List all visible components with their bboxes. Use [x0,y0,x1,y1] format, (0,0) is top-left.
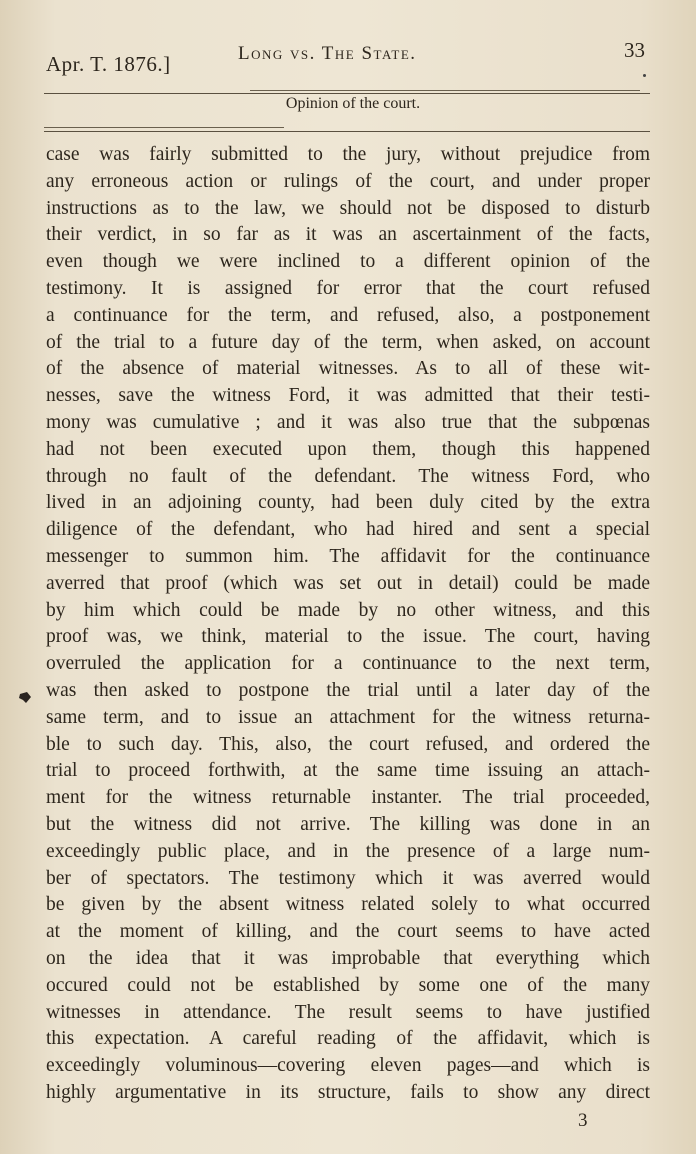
text-line-content: diligence of the defendant, who had hired and sent a special [46,519,650,541]
text-line [46,1053,650,1080]
text-line [46,249,650,276]
text-line-content: ble to such day. This, also, the court refused, and ordered the [46,733,650,755]
text-line [46,919,650,946]
text-line [46,812,650,839]
text-line-content: exceedingly voluminous—covering eleven pages—and which is [46,1055,650,1077]
text-line [46,705,650,732]
text-line [46,1080,650,1107]
text-line-content: ment for the witness returnable instanter. The trial proceeded, [46,787,650,809]
text-line-content: messenger to summon him. The affidavit for the continuance [46,545,650,567]
text-line [46,517,650,544]
text-line [46,196,650,223]
text-line [46,303,650,330]
text-line-content: this expectation. A careful reading of the affidavit, which is [46,1028,650,1050]
text-line [46,678,650,705]
text-line [46,892,650,919]
text-line [46,785,650,812]
text-line [46,1026,650,1053]
text-line-content: instructions as to the law, we should not be disposed to disturb [46,197,650,219]
header-rule-short [250,90,640,91]
text-line [46,356,650,383]
text-line-content: case was fairly submitted to the jury, without prejudice from [46,144,650,165]
text-line-content: testimony. It is assigned for error that the court refused [46,277,650,299]
text-line-content: be given by the absent witness related solely to what occurred [46,894,650,916]
text-line-content: nesses, save the witness Ford, it was admitted that their testi- [46,385,650,407]
text-line-content: had not been executed upon them, though this happened [46,438,650,460]
text-line [46,222,650,249]
text-line [46,598,650,625]
text-line-content: exceedingly public place, and in the presence of a large num- [46,840,650,862]
text-line-content: of the absence of material witnesses. As to all of these wit- [46,358,650,380]
text-line [46,142,650,169]
text-line-content: mony was cumulative ; and it was also true that the subpœnas [46,411,650,433]
text-line-content: on the idea that it was improbable that everything which [46,947,650,969]
text-line [46,410,650,437]
subhead-rule [44,131,650,132]
text-line [46,973,650,1000]
text-line-content: ber of spectators. The testimony which it was averred would [46,867,650,889]
case-title: Long vs. The State. [238,43,417,64]
term-date: Apr. T. 1876.] [46,52,171,76]
text-line [46,839,650,866]
subhead-rule-short [44,127,284,128]
text-line [46,437,650,464]
text-line [46,624,650,651]
text-line-content: averred that proof (which was set out in detail) could be made [46,572,650,594]
text-line-content: proof was, we think, material to the issue. The court, having [46,626,650,648]
header-rule [44,93,650,94]
text-line-content: same term, and to issue an attachment for the witness returna- [46,706,650,728]
text-line-content: their verdict, in so far as it was an ascertainment of the facts, [46,224,650,246]
text-line-content: trial to proceed forthwith, at the same time issuing an attach- [46,760,650,782]
text-line [46,758,650,785]
text-line-content: was then asked to postpone the trial until a later day of the [46,679,650,701]
text-line-content: witnesses in attendance. The result seems to have justified [46,1001,650,1023]
ink-blot-icon [18,690,32,704]
text-line [46,330,650,357]
text-line [46,1000,650,1027]
body-text [46,142,650,1107]
text-line [46,571,650,598]
text-line [46,490,650,517]
text-line-content: through no fault of the defendant. The witness Ford, who [46,465,650,487]
text-line-content: but the witness did not arrive. The killing was done in an [46,813,650,835]
text-line [46,169,650,196]
text-line-content: by him which could be made by no other witness, and this [46,599,650,621]
text-line-content: at the moment of killing, and the court seems to have acted [46,921,650,943]
text-line [46,464,650,491]
running-head [0,38,696,78]
text-line [46,383,650,410]
text-line-content: of the trial to a future day of the term, when asked, on account [46,331,650,353]
text-line [46,732,650,759]
text-line-content: overruled the application for a continuance to the next term, [46,653,650,675]
text-line [46,544,650,571]
text-line [46,276,650,303]
text-line [46,946,650,973]
text-line-content: highly argumentative in its structure, fails to show any direct [46,1081,650,1103]
section-subhead: Opinion of the court. [285,95,421,112]
signature-mark: 3 [578,1110,588,1131]
ink-dot [643,74,646,77]
text-line-content: any erroneous action or rulings of the court, and under proper [46,170,650,192]
text-line-content: a continuance for the term, and refused, also, a postponement [46,304,650,326]
text-line-content: lived in an adjoining county, had been duly cited by the extra [46,492,650,514]
text-line-content: occured could not be established by some one of the many [46,974,650,996]
page-number: 33 [624,38,645,62]
text-line [46,866,650,893]
text-line-content: even though we were inclined to a different opinion of the [46,251,650,273]
text-line [46,651,650,678]
